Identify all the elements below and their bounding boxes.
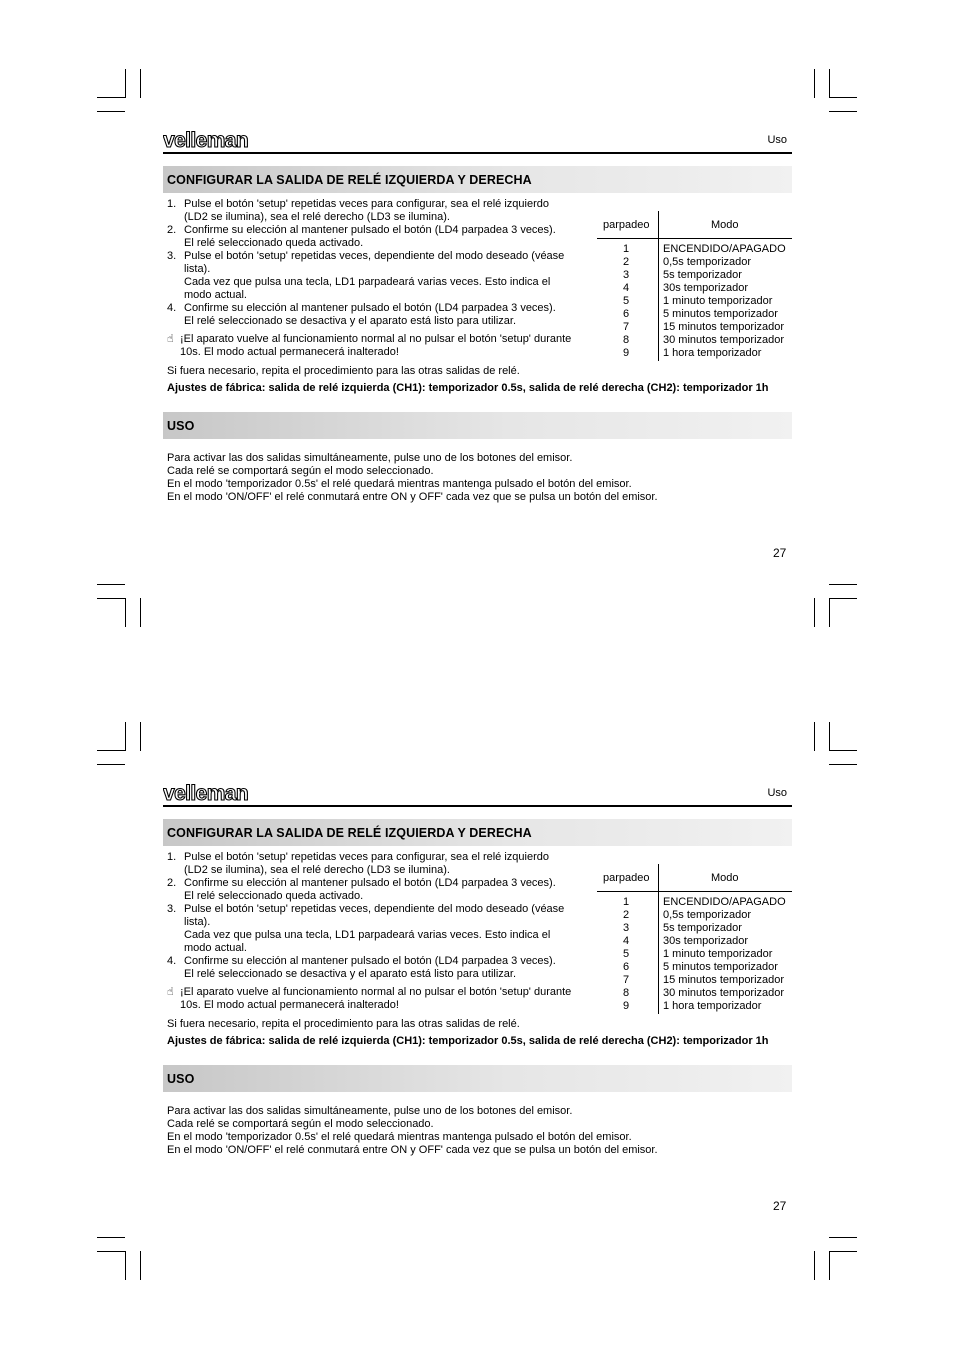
- usage-line: Cada relé se comportará según el modo seleccionado.: [167, 1118, 434, 1130]
- table-row: [597, 308, 792, 321]
- mode-number: 1: [623, 896, 630, 908]
- mode-label: 0,5s temporizador: [663, 909, 752, 921]
- mode-label: 5 minutos temporizador: [663, 308, 778, 320]
- list-item: [167, 851, 592, 877]
- table-row: [597, 896, 792, 909]
- mode-number: 6: [623, 308, 630, 320]
- step-text: Confirme su elección al mantener pulsado el botón (LD4 parpadea 3 veces).: [184, 955, 556, 967]
- usage-text: [167, 452, 658, 504]
- repeat-text: Si fuera necesario, repita el procedimiento para las otras salidas de relé.: [167, 1018, 520, 1030]
- section-header: [163, 1065, 792, 1092]
- step-number: 2.: [167, 877, 177, 889]
- mode-label: 5s temporizador: [663, 269, 742, 281]
- list-item: [167, 224, 592, 250]
- svg-text:velleman: velleman: [163, 129, 249, 151]
- step-text: Pulse el botón 'setup' repetidas veces para configurar, sea el relé izquierdo: [184, 198, 549, 210]
- page-header: [163, 129, 792, 154]
- pointing-hand-icon: ☝: [167, 986, 174, 998]
- note-text: ¡El aparato vuelve al funcionamiento normal al no pulsar el botón 'setup' durante: [180, 986, 572, 998]
- mode-label: 5 minutos temporizador: [663, 961, 778, 973]
- table-body: [597, 892, 792, 1013]
- mode-label: 15 minutos temporizador: [663, 321, 785, 333]
- table-row: [597, 987, 792, 1000]
- column-header-blink: parpadeo: [603, 219, 650, 231]
- column-divider: [658, 864, 659, 891]
- column-header-mode: Modo: [711, 872, 739, 884]
- repeat-text: Si fuera necesario, repita el procedimiento para las otras salidas de relé.: [167, 365, 520, 377]
- step-text: El relé seleccionado se desactiva y el aparato está listo para utilizar.: [184, 968, 517, 980]
- velleman-logo: [163, 129, 255, 151]
- usage-line: Para activar las dos salidas simultáneamente, pulse uno de los botones del emisor.: [167, 452, 573, 464]
- table-row: [597, 909, 792, 922]
- step-text: Pulse el botón 'setup' repetidas veces, dependiente del modo deseado (véase lista).: [184, 903, 565, 928]
- mode-label: ENCENDIDO/APAGADO: [663, 896, 786, 908]
- step-number: 4.: [167, 302, 177, 314]
- mode-label: 30s temporizador: [663, 935, 748, 947]
- mode-number: 4: [623, 935, 630, 947]
- list-item: [167, 250, 592, 302]
- steps-list: [167, 851, 592, 1031]
- table-body: [597, 239, 792, 360]
- section-title: CONFIGURAR LA SALIDA DE RELÉ IZQUIERDA Y DERECHA: [167, 826, 532, 840]
- step-text: Cada vez que pulsa una tecla, LD1 parpadeará varias veces. Esto indica el: [184, 929, 551, 941]
- mode-number: 9: [623, 1000, 630, 1012]
- mode-number: 8: [623, 987, 630, 999]
- usage-line: Cada relé se comportará según el modo seleccionado.: [167, 465, 434, 477]
- svg-text:velleman: velleman: [163, 782, 249, 804]
- step-number: 2.: [167, 224, 177, 236]
- mode-label: 30 minutos temporizador: [663, 987, 785, 999]
- note-text: ¡El aparato vuelve al funcionamiento normal al no pulsar el botón 'setup' durante: [180, 333, 572, 345]
- factory-settings-text: Ajustes de fábrica: salida de relé izquierda (CH1): temporizador 0.5s, salida de relé derecha (CH2): temporizador 1h: [167, 382, 769, 394]
- list-item: [167, 198, 592, 224]
- step-text: (LD2 se ilumina), sea el relé derecho (LD3 se ilumina).: [184, 211, 450, 223]
- step-text: Confirme su elección al mantener pulsado el botón (LD4 parpadea 3 veces).: [184, 224, 556, 236]
- header-section-label: Uso: [767, 787, 787, 799]
- table-row: [597, 295, 792, 308]
- step-number: 1.: [167, 851, 177, 863]
- mode-number: 2: [623, 256, 630, 268]
- mode-label: 1 minuto temporizador: [663, 948, 773, 960]
- mode-label: 30s temporizador: [663, 282, 748, 294]
- step-text: Confirme su elección al mantener pulsado el botón (LD4 parpadea 3 veces).: [184, 302, 556, 314]
- column-divider: [658, 211, 659, 238]
- mode-number: 5: [623, 295, 630, 307]
- step-text: El relé seleccionado queda activado.: [184, 890, 364, 902]
- list-item: [167, 903, 592, 955]
- mode-label: ENCENDIDO/APAGADO: [663, 243, 786, 255]
- mode-table: [597, 864, 792, 1013]
- mode-number: 1: [623, 243, 630, 255]
- mode-label: 5s temporizador: [663, 922, 742, 934]
- usage-line: En el modo 'ON/OFF' el relé conmutará entre ON y OFF' cada vez que se pulsa un botón del emisor.: [167, 1144, 658, 1156]
- steps-list: [167, 198, 592, 378]
- manual-page: [0, 653, 954, 1306]
- section-header: [163, 412, 792, 439]
- mode-table: [597, 211, 792, 360]
- table-header: [597, 864, 792, 892]
- step-number: 3.: [167, 903, 177, 915]
- mode-number: 4: [623, 282, 630, 294]
- table-row: [597, 347, 792, 360]
- table-row: [597, 922, 792, 935]
- step-number: 1.: [167, 198, 177, 210]
- note-text: 10s. El modo actual permanecerá inalterado!: [180, 346, 399, 358]
- step-text: modo actual.: [184, 942, 247, 954]
- mode-number: 3: [623, 922, 630, 934]
- step-text: Pulse el botón 'setup' repetidas veces para configurar, sea el relé izquierdo: [184, 851, 549, 863]
- mode-label: 1 minuto temporizador: [663, 295, 773, 307]
- section-title: CONFIGURAR LA SALIDA DE RELÉ IZQUIERDA Y DERECHA: [167, 173, 532, 187]
- mode-number: 3: [623, 269, 630, 281]
- section-title: USO: [167, 419, 195, 433]
- mode-number: 7: [623, 321, 630, 333]
- usage-line: Para activar las dos salidas simultáneamente, pulse uno de los botones del emisor.: [167, 1105, 573, 1117]
- factory-settings-text: Ajustes de fábrica: salida de relé izquierda (CH1): temporizador 0.5s, salida de relé derecha (CH2): temporizador 1h: [167, 1035, 769, 1047]
- usage-text: [167, 1105, 658, 1157]
- mode-label: 15 minutos temporizador: [663, 974, 785, 986]
- step-text: El relé seleccionado se desactiva y el aparato está listo para utilizar.: [184, 315, 517, 327]
- step-text: Cada vez que pulsa una tecla, LD1 parpadeará varias veces. Esto indica el: [184, 276, 551, 288]
- mode-label: 1 hora temporizador: [663, 1000, 762, 1012]
- list-item: [167, 302, 592, 328]
- note: [167, 986, 592, 1012]
- mode-label: 0,5s temporizador: [663, 256, 752, 268]
- mode-number: 8: [623, 334, 630, 346]
- manual-page: [0, 0, 954, 653]
- mode-label: 1 hora temporizador: [663, 347, 762, 359]
- table-row: [597, 256, 792, 269]
- note-text: 10s. El modo actual permanecerá inalterado!: [180, 999, 399, 1011]
- column-header-mode: Modo: [711, 219, 739, 231]
- step-text: Pulse el botón 'setup' repetidas veces, dependiente del modo deseado (véase lista).: [184, 250, 565, 275]
- note: [167, 333, 592, 359]
- section-header: [163, 166, 792, 193]
- header-section-label: Uso: [767, 134, 787, 146]
- list-item: [167, 955, 592, 981]
- column-header-blink: parpadeo: [603, 872, 650, 884]
- step-text: (LD2 se ilumina), sea el relé derecho (LD3 se ilumina).: [184, 864, 450, 876]
- step-text: El relé seleccionado queda activado.: [184, 237, 364, 249]
- table-row: [597, 321, 792, 334]
- step-number: 4.: [167, 955, 177, 967]
- mode-number: 9: [623, 347, 630, 359]
- table-header: [597, 211, 792, 239]
- usage-line: En el modo 'temporizador 0.5s' el relé quedará mientras mantenga pulsado el botón del emisor.: [167, 1131, 632, 1143]
- section-header: [163, 819, 792, 846]
- step-text: Confirme su elección al mantener pulsado el botón (LD4 parpadea 3 veces).: [184, 877, 556, 889]
- mode-number: 6: [623, 961, 630, 973]
- step-text: modo actual.: [184, 289, 247, 301]
- page-number: 27: [773, 1199, 787, 1213]
- table-row: [597, 935, 792, 948]
- step-number: 3.: [167, 250, 177, 262]
- list-item: [167, 877, 592, 903]
- table-row: [597, 334, 792, 347]
- mode-number: 2: [623, 909, 630, 921]
- mode-number: 7: [623, 974, 630, 986]
- table-row: [597, 1000, 792, 1013]
- page-number: 27: [773, 546, 787, 560]
- mode-number: 5: [623, 948, 630, 960]
- velleman-logo: [163, 782, 255, 804]
- page-header: [163, 782, 792, 807]
- table-row: [597, 243, 792, 256]
- table-row: [597, 974, 792, 987]
- table-row: [597, 961, 792, 974]
- usage-line: En el modo 'temporizador 0.5s' el relé quedará mientras mantenga pulsado el botón del emisor.: [167, 478, 632, 490]
- table-row: [597, 948, 792, 961]
- section-title: USO: [167, 1072, 195, 1086]
- table-row: [597, 282, 792, 295]
- mode-label: 30 minutos temporizador: [663, 334, 785, 346]
- pointing-hand-icon: ☝: [167, 333, 174, 345]
- usage-line: En el modo 'ON/OFF' el relé conmutará entre ON y OFF' cada vez que se pulsa un botón del emisor.: [167, 491, 658, 503]
- table-row: [597, 269, 792, 282]
